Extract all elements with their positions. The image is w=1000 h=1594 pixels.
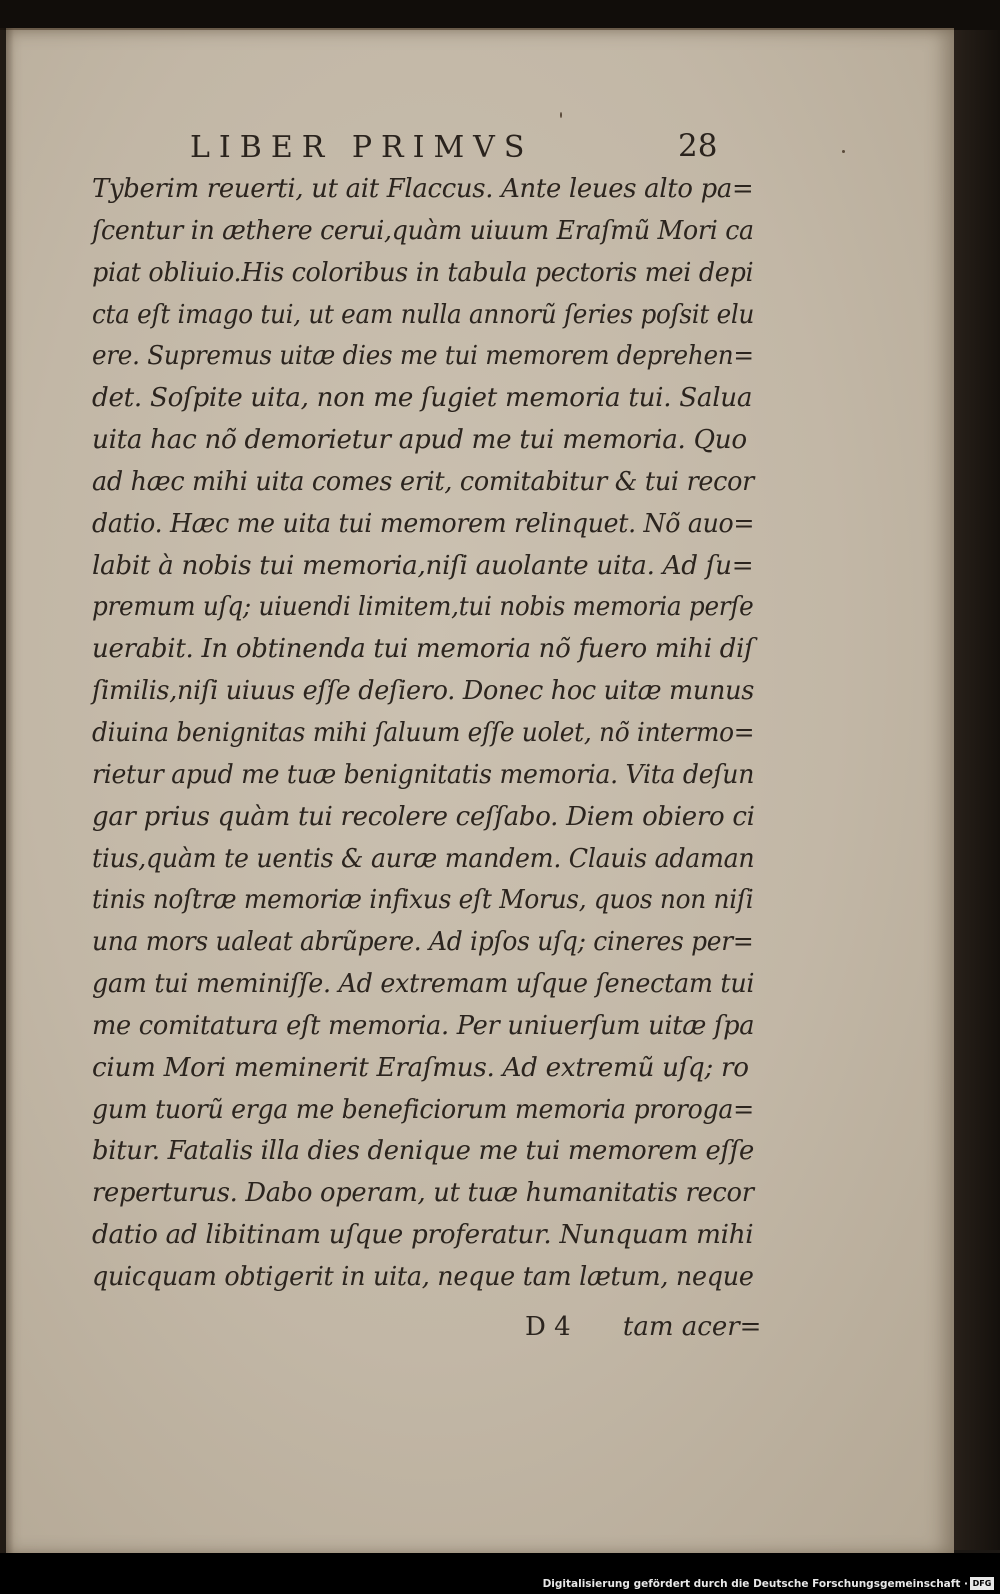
text-line: bitur. Fatalis illa dies denique me tui memorem eſſe: [92, 1135, 755, 1167]
text-line: det. Soſpite uita, non me ſugiet memoria tui. Salua: [92, 382, 753, 414]
digitization-credit: Digitalisierung gefördert durch die Deutsche Forschungsgemeinschaft ·: [542, 1578, 968, 1590]
body-text: [92, 168, 762, 1298]
text-line: datio ad libitinam uſque proferatur. Nunquam mihi: [92, 1219, 754, 1251]
dfg-logo: DFG: [970, 1577, 994, 1590]
text-line: Tyberim reuerti, ut ait Flaccus. Ante leues alto pa=: [92, 173, 754, 204]
text-line: ſimilis,niſi uiuus eſſe deſiero. Donec hoc uitæ munus: [92, 675, 755, 707]
text-line: una mors ualeat abrũpere. Ad ipſos uſq; cineres per=: [92, 926, 754, 958]
text-line: diuina benignitas mihi ſaluum eſſe uolet, nõ intermo=: [92, 716, 755, 748]
text-line: ere. Supremus uitæ dies me tui memorem deprehen=: [92, 340, 754, 372]
text-line: gar prius quàm tui recolere ceſſabo. Diem obiero ci: [92, 800, 755, 832]
text-line: ad hæc mihi uita comes erit, comitabitur & tui recor: [92, 465, 755, 497]
text-line: cta eſt imago tui, ut eam nulla annorũ ſeries poſsit elu: [92, 298, 755, 330]
paper-speck: [842, 150, 845, 153]
catchword: tam acer=: [622, 1312, 762, 1342]
text-line: gam tui meminiſſe. Ad extremam uſque ſenectam tui: [92, 968, 755, 1000]
text-line: rietur apud me tuæ benignitatis memoria. Vita deſun: [92, 758, 755, 790]
text-line: reperturus. Dabo operam, ut tuæ humanitatis recor: [92, 1177, 754, 1209]
text-line: uerabit. In obtinenda tui memoria nõ fuero mihi diſ: [92, 633, 754, 665]
book-edge: [950, 30, 1000, 1550]
text-line: datio. Hæc me uita tui memorem relinquet. Nõ auo=: [92, 507, 755, 539]
text-line: piat obliuio.His coloribus in tabula pectoris mei depi: [92, 256, 754, 288]
scan-top-border: [0, 0, 1000, 30]
text-line: me comitatura eſt memoria. Per uniuerſum uitæ ſpa: [92, 1009, 755, 1041]
catch-line: [525, 1312, 761, 1342]
text-line: labit à nobis tui memoria,niſi auolante uita. Ad ſu=: [92, 549, 754, 581]
page-number: 28: [678, 128, 718, 164]
text-line: uita hac nõ demorietur apud me tui memoria. Quo: [92, 424, 747, 456]
text-line: ſcentur in æthere cerui,quàm uiuum Eraſmũ Mori ca: [92, 214, 754, 246]
signature-mark: D 4: [525, 1312, 571, 1342]
text-line: gum tuorũ erga me beneficiorum memoria proroga=: [92, 1093, 754, 1125]
text-line: tinis noſtræ memoriæ infixus eſt Morus, quos non niſi: [92, 884, 754, 916]
paper-speck: [560, 112, 562, 118]
running-head-title: LIBER PRIMVS: [190, 130, 534, 165]
text-line: tius,quàm te uentis & auræ mandem. Clauis adaman: [92, 842, 755, 874]
gutter-shadow: [0, 28, 14, 1553]
text-line: quicquam obtigerit in uita, neque tam lætum, neque: [92, 1260, 754, 1292]
text-line: premum uſq; uiuendi limitem,tui nobis memoria perſe: [92, 591, 754, 623]
text-line: cium Mori meminerit Eraſmus. Ad extremũ uſq; ro: [92, 1051, 749, 1083]
